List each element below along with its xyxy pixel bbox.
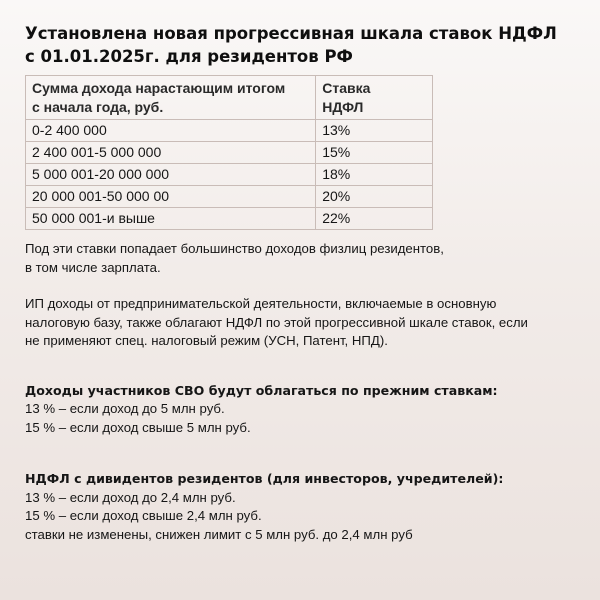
table-row <box>26 142 433 164</box>
table-row <box>26 186 433 208</box>
paragraph-entrepreneurs-line: налоговую базу, также облагают НДФЛ по этой прогрессивной шкале ставок, если <box>25 314 528 330</box>
income-range-cell: 5 000 001-20 000 000 <box>26 164 316 186</box>
rate-cell: 18% <box>316 164 433 186</box>
table-row <box>26 120 433 142</box>
document-page <box>25 22 585 544</box>
table-header-row <box>26 76 433 120</box>
paragraph-entrepreneurs <box>25 295 585 351</box>
paragraph-entrepreneurs-line: ИП доходы от предпринимательской деятельности, включаемые в основную <box>25 296 497 311</box>
table-row <box>26 208 433 230</box>
dividends-note-line: ставки не изменены, снижен лимит с 5 млн руб. до 2,4 млн руб <box>25 526 413 542</box>
header-income-sum-line-1: Сумма дохода нарастающим итогом <box>32 80 286 96</box>
income-range-cell: 0-2 400 000 <box>26 120 316 142</box>
header-rate-line-2: НДФЛ <box>322 99 364 115</box>
header-income-sum-line-2: с начала года, руб. <box>32 99 164 115</box>
paragraph-entrepreneurs-line: не применяют спец. налоговый режим (УСН, Патент, НПД). <box>25 333 388 348</box>
title-line-1: Установлена новая прогрессивная шкала ставок НДФЛ <box>25 24 557 43</box>
svo-section-title: Доходы участников СВО будут облагаться по прежним ставкам: <box>25 382 498 398</box>
rate-cell: 15% <box>316 142 433 164</box>
paragraph-general <box>25 240 585 277</box>
tax-rates-table <box>25 75 433 230</box>
page-title <box>25 22 585 68</box>
income-range-cell: 2 400 001-5 000 000 <box>26 142 316 164</box>
header-rate <box>316 76 433 120</box>
rate-cell: 20% <box>316 186 433 208</box>
header-rate-line-1: Ставка <box>322 80 371 96</box>
dividends-rate-line: 15 % – если доход свыше 2,4 млн руб. <box>25 508 262 523</box>
income-range-cell: 50 000 001-и выше <box>26 208 316 230</box>
income-range-cell: 20 000 001-50 000 00 <box>26 186 316 208</box>
dividends-rate-line: 13 % – если доход до 2,4 млн руб. <box>25 489 236 505</box>
table-row <box>26 164 433 186</box>
svo-rate-line: 13 % – если доход до 5 млн руб. <box>25 401 225 416</box>
dividends-section-title: НДФЛ с дивидентов резидентов (для инвесторов, учредителей): <box>25 471 504 486</box>
title-line-2: с 01.01.2025г. для резидентов РФ <box>25 47 353 66</box>
header-income-sum <box>26 76 316 120</box>
paragraph-general-line: Под эти ставки попадает большинство доходов физлиц резидентов, <box>25 241 444 256</box>
paragraph-general-line: в том числе зарплата. <box>25 259 161 275</box>
rate-cell: 22% <box>316 208 433 230</box>
rate-cell: 13% <box>316 120 433 142</box>
svo-rate-line: 15 % – если доход свыше 5 млн руб. <box>25 419 251 435</box>
